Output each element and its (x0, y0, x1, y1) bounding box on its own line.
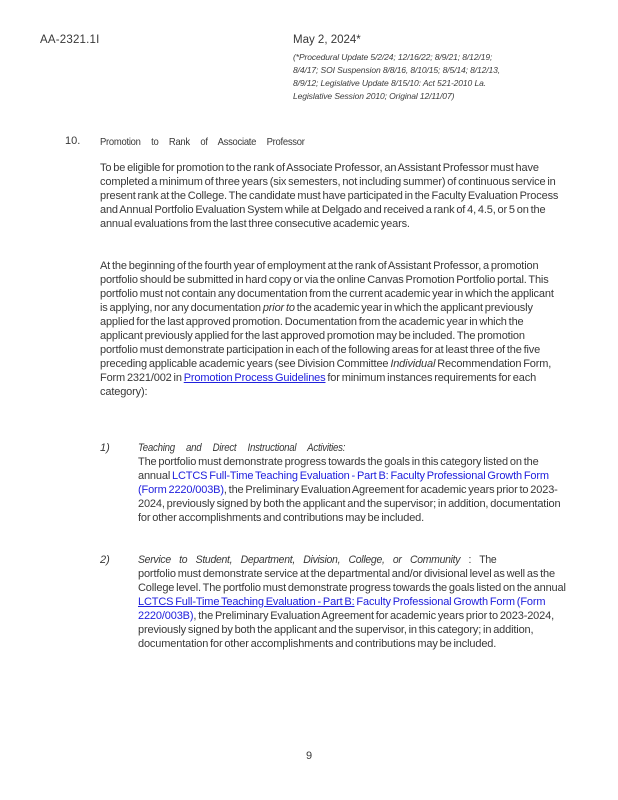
text-segment: for minimum instances requirements for each category): (100, 372, 537, 398)
hyperlink[interactable]: LCTCS Full-Time Teaching Evaluation - Part B: (138, 596, 355, 608)
list-marker-2: 2) (100, 554, 110, 566)
text-segment: : The (460, 554, 497, 566)
text-segment: The portfolio must demonstrate progress towards the goals in this category listed on the annual (138, 456, 539, 482)
list-marker-1: 1) (100, 442, 110, 454)
section-number: 10. (65, 135, 81, 147)
text-segment: Service to Student, Department, Division, College, or Community (138, 554, 461, 566)
revision-date: May 2, 2024* (293, 34, 361, 46)
paragraph-portfolio-submission (100, 259, 562, 399)
revision-history-note: Legislative Session 2010; Original 12/11/07) (293, 91, 455, 101)
paragraph-eligibility (100, 161, 562, 231)
text-segment: , the Preliminary Evaluation Agreement for academic years prior to 2023-2024, previously signed by both the applicant and the supervisor; in addition, documentation for other accomplishments and contributions may be included. (138, 484, 561, 524)
hyperlink[interactable]: Promotion Process Guidelines (183, 372, 326, 384)
document-number: AA-2321.1I (40, 34, 100, 46)
revision-block (293, 33, 593, 103)
revision-history-note: 8/4/17; SOI Suspension 8/8/16, 8/10/15; 8/5/14; 8/12/13, (293, 65, 501, 75)
list-item-body (138, 455, 572, 525)
hyperlink[interactable]: LCTCS Full-Time Teaching Evaluation - Part B: Faculty Professional Growth Form (Form 2220/003B) (138, 470, 549, 496)
list-item-teaching (138, 441, 572, 525)
text-segment: prior to (262, 302, 295, 314)
text-segment: Recommendation Form, Form 2321/002 in (100, 358, 552, 384)
text-segment: To be eligible for promotion to the rank of Associate Professor, an Assistant Professor must have completed a minimum of three years (six semesters, not including summer) of continuous service in present rank at the College. The candidate must have participated in the Faculty Evaluation Process and Annual Portfolio Evaluation System while at Delgado and received a rank of 4, 4.5, or 5 on the annual evaluations from the last three consecutive academic years. (100, 162, 559, 230)
text-segment: portfolio must demonstrate service at the departmental and/or divisional level as well as the College level. The portfolio must demonstrate progress towards the goals listed on the annual (138, 568, 566, 594)
list-item-service (138, 553, 572, 651)
revision-history-note: (*Procedural Update 5/2/24; 12/16/22; 8/9/21; 8/12/19; (293, 52, 493, 62)
page-number: 9 (305, 750, 313, 762)
section-title: Promotion to Rank of Associate Professor (100, 136, 305, 148)
text-segment: Individual (390, 358, 436, 370)
list-item-body (138, 567, 572, 651)
revision-history-note: 8/9/12; Legislative Update 8/15/10: Act 521-2010 La. (293, 78, 486, 88)
text-segment: the academic year in which the applicant previously applied for the last approved promotion. Documentation from the academic year in which the applicant previously applied for the last approved promotion may be included. The promotion portfolio must demonstrate participation in each of the following areas for at least three of the five preceding applicable academic years (see Division Committee (100, 302, 541, 370)
text-segment: At the beginning of the fourth year of employment at the rank of Assistant Professor, a promotion portfolio should be submitted in hard copy or via the online Canvas Promotion Portfolio portal. This portfolio must not contain any documentation from the current academic year in which the applicant is applying, nor any documentation (100, 260, 554, 314)
hyperlink[interactable]: Faculty Professional Growth Form (Form 2220/003B) (138, 596, 546, 622)
text-segment: , the Preliminary Evaluation Agreement for academic years prior to 2023-2024, previously signed by both the applicant and the supervisor, in this category; in addition, documentation for other accomplishments and contributions may be included. (138, 610, 554, 650)
list-item-heading: Teaching and Direct Instructional Activities: (138, 442, 346, 454)
list-item-heading (138, 553, 496, 567)
